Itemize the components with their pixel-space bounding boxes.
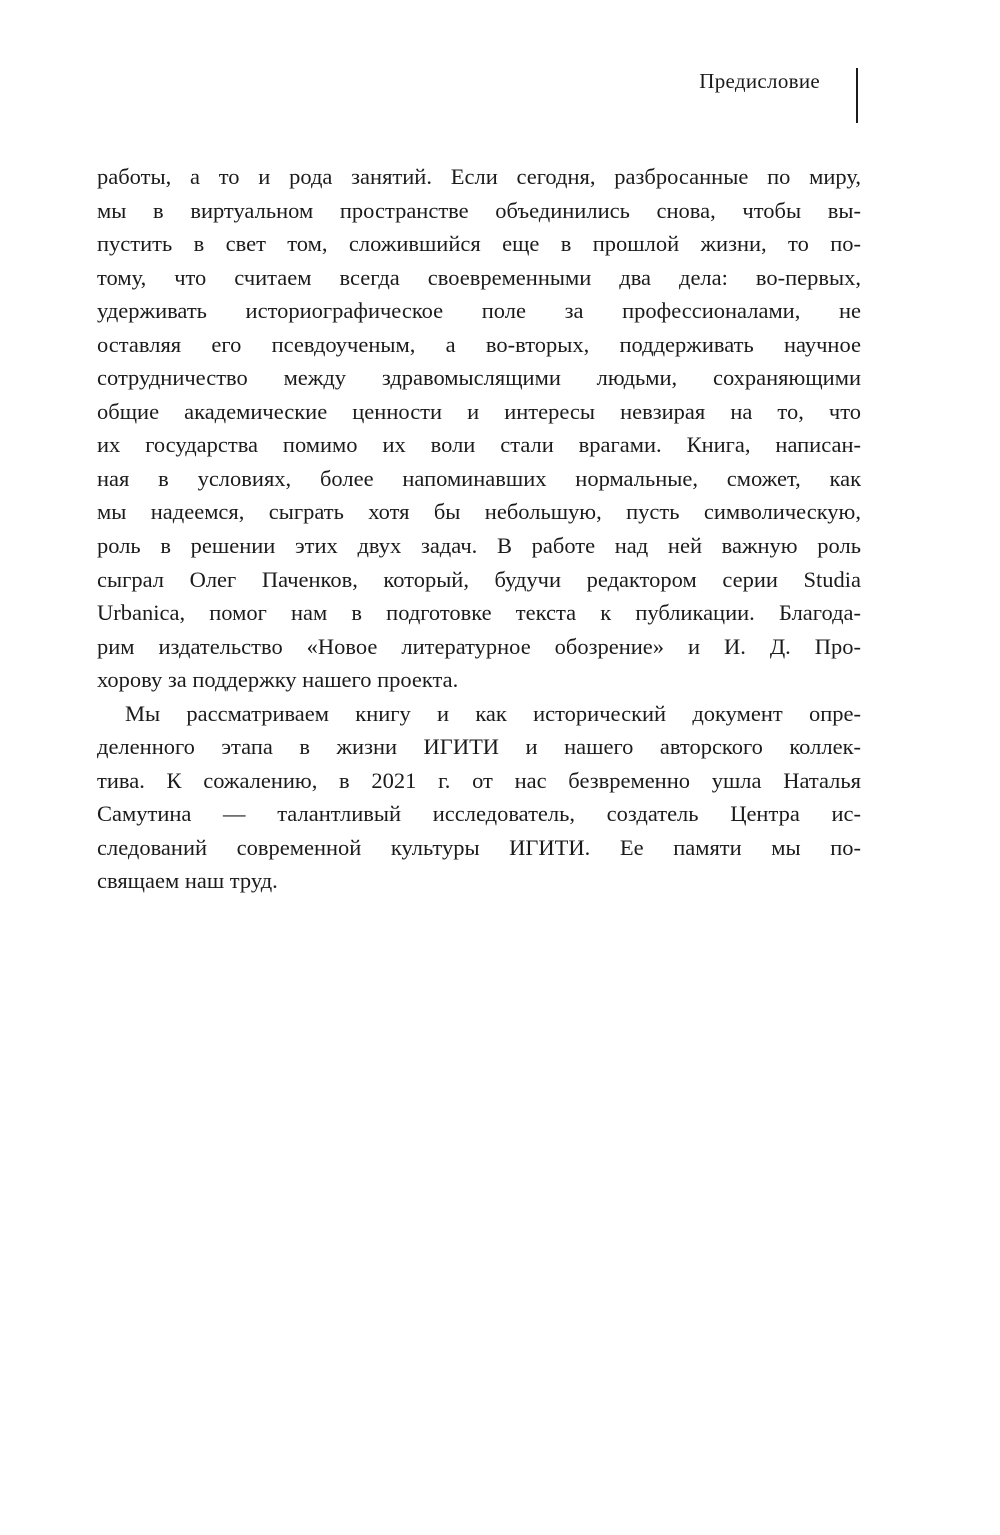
text-line: мы в виртуальном пространстве объединились снова, чтобы вы- — [97, 197, 861, 223]
page-text — [97, 160, 861, 898]
text-line: свящаем наш труд. — [97, 868, 278, 894]
paragraph-2 — [97, 697, 861, 898]
text-line: рим издательство «Новое литературное обозрение» и И. Д. Про- — [97, 633, 861, 659]
text-line: мы надеемся, сыграть хотя бы небольшую, пусть символическую, — [97, 499, 861, 525]
header-rule — [856, 68, 858, 123]
text-line: работы, а то и рода занятий. Если сегодня, разбросанные по миру, — [97, 164, 861, 189]
text-line: Urbanica, помог нам в подготовке текста к публикации. Благода- — [97, 600, 861, 626]
text-line: оставляя его псевдоученым, а во-вторых, поддерживать научное — [97, 331, 861, 357]
text-line: их государства помимо их воли стали врагами. Книга, написан- — [97, 432, 861, 458]
text-line: Мы рассматриваем книгу и как исторический документ опре- — [125, 700, 861, 726]
text-line: Самутина — талантливый исследователь, создатель Центра ис- — [97, 801, 861, 827]
text-line: пустить в свет том, сложившийся еще в прошлой жизни, то по- — [97, 231, 861, 257]
text-line: следований современной культуры ИГИТИ. Ее памяти мы по- — [97, 834, 861, 860]
paragraph-1 — [97, 160, 861, 697]
text-line: ная в условиях, более напоминавших нормальные, сможет, как — [97, 465, 861, 491]
text-line: сыграл Олег Паченков, который, будучи редактором серии Studia — [97, 566, 861, 592]
text-line: роль в решении этих двух задач. В работе над ней важную роль — [97, 533, 861, 559]
text-line: тому, что считаем всегда своевременными два дела: во-первых, — [97, 264, 861, 290]
text-line: деленного этапа в жизни ИГИТИ и нашего авторского коллек- — [97, 734, 861, 760]
text-line: общие академические ценности и интересы невзирая на то, что — [97, 398, 861, 424]
text-line: хорову за поддержку нашего проекта. — [97, 667, 459, 693]
text-line: удерживать историографическое поле за профессионалами, не — [97, 298, 861, 324]
text-line: тива. К сожалению, в 2021 г. от нас безвременно ушла Наталья — [97, 767, 861, 793]
running-head-title: Предисловие — [699, 69, 820, 93]
text-line: сотрудничество между здравомыслящими людьми, сохраняющими — [97, 365, 861, 391]
